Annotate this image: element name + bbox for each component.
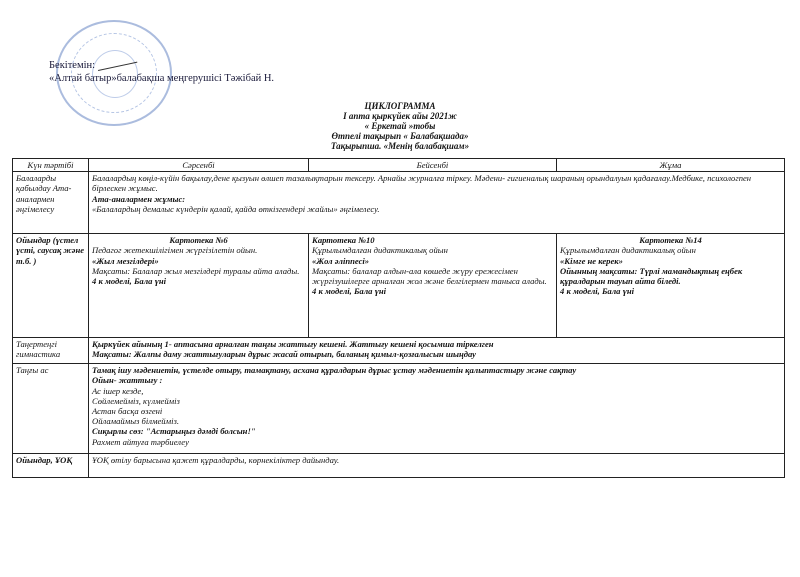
- col-schedule: Күн тәртібі: [13, 159, 89, 172]
- row-label-breakfast: Таңғы ас: [13, 364, 89, 454]
- table-row: [13, 338, 785, 364]
- col-friday: Жұма: [557, 159, 785, 172]
- table-row: [13, 172, 785, 234]
- row-label-exercise: Таңертеңгі гимнастика: [13, 338, 89, 364]
- breakfast-line: Рахмет айтуға тәрбиелеу: [92, 436, 189, 447]
- games-wed-cell: [89, 234, 309, 338]
- games-thu-module: 4 к моделі, Бала үні: [312, 286, 387, 297]
- games-wed-card: Картотека №6: [169, 235, 228, 246]
- breakfast-line: Сиқырлы сөз: "Астарыңыз дәмді болсын!": [92, 426, 256, 437]
- games-fri-name: «Кімге не керек»: [560, 255, 623, 266]
- exercise-text: Қыркүйек айының 1- аптасына арналған таңғы жаттығу кешені. Жаттығу кешені қосымша тіркелген: [92, 339, 494, 350]
- reception-parents-text: «Балалардың демалыс күндерін қалай, қайда өткізгендері жайлы» әңгімелесу.: [92, 203, 380, 214]
- exercise-goal: Мақсаты: Жалпы даму жаттығуларын дұрыс жасай отырып, баланың қимыл-қозғалысын шыңдау: [92, 349, 476, 360]
- games-wed-goal: Мақсаты: Балалар жыл мезгілдері туралы айта алады.: [92, 265, 300, 276]
- table-row: [13, 234, 785, 338]
- games-fri-cell: [557, 234, 785, 338]
- reception-cell: [89, 172, 785, 234]
- games-thu-name: «Жол әліппесі»: [312, 255, 370, 266]
- games-fri-card: Картотека №14: [639, 235, 702, 246]
- table-row: [13, 364, 785, 454]
- col-thursday: Бейсенбі: [309, 159, 557, 172]
- breakfast-line: Сөйлемейміз, күлмейміз: [92, 395, 180, 406]
- games-wed-module: 4 к моделі, Бала үні: [92, 276, 167, 287]
- row-label-games: Ойындар (үстел үсті, саусақ және т.б. ): [13, 234, 89, 338]
- approval-line-2: «Алтай батыр»балабақша меңгерушісі Тәжібай Н.: [49, 73, 275, 84]
- row-label-lesson: Ойындар, ҰОҚ: [13, 454, 89, 478]
- doc-week: I апта қыркүйек айы 2021ж: [343, 111, 457, 121]
- breakfast-line: Ас ішер кезде,: [92, 385, 144, 396]
- col-wednesday: Сәрсенбі: [89, 159, 309, 172]
- games-wed-name: «Жыл мезгілдері»: [92, 255, 159, 266]
- breakfast-line: Астан басқа өзгені: [92, 406, 163, 417]
- doc-title: ЦИКЛОГРАММА: [364, 101, 436, 111]
- lesson-cell: ҰОҚ өтілу барысына қажет құралдарды, көрнекіліктер дайындау.: [89, 454, 785, 478]
- table-header-row: [13, 159, 785, 172]
- reception-text: Балалардың көңіл-күйін бақылау,дене қызуын өлшеп тазалықтарын тексеру. Арнайы журналға тіркеу. Мәдени- гигиеналық шараның орындалуын қадағалау.Медбике, психологпен бірлескен жұмыс.: [92, 173, 752, 194]
- cyclogram-table: [12, 158, 785, 478]
- approval-line-1: Бекітемін:: [49, 60, 96, 71]
- games-fri-goal: Ойынның мақсаты: Түрлі мамандықтың еңбек құралдарын тауып айта біледі.: [560, 265, 743, 287]
- doc-theme: Тақырыпша. «Менің балабақшам»: [330, 141, 470, 151]
- games-fri-module: 4 к моделі, Бала үні: [560, 286, 635, 297]
- games-thu-cell: [309, 234, 557, 338]
- games-wed-type: Педагог жетекшілігімен жүргізілетін ойын.: [92, 245, 258, 256]
- row-label-reception: Балаларды қабылдау Ата-аналармен әңгімелесу: [13, 172, 89, 234]
- breakfast-cell: [89, 364, 785, 454]
- games-thu-goal: Мақсаты: балалар алдын-ала көшеде жүру ережесімен жүргізушілерге арналған жол және белгілермен таныса алады.: [312, 265, 547, 287]
- breakfast-line: Тамақ ішу мәдениетін, үстелде отыру, тамақтану, асхана құралдарын дұрыс ұстау мәдениетін қалыптастыру және сақтау: [92, 365, 577, 376]
- breakfast-line: Ойламаймыз білмейміз.: [92, 416, 179, 427]
- games-fri-type: Құрылымдалған дидактикалық ойын: [560, 245, 696, 256]
- games-thu-type: Құрылымдалған дидактикалық ойын: [312, 245, 448, 256]
- table-row: [13, 454, 785, 478]
- games-thu-card: Картотека №10: [312, 235, 375, 246]
- doc-group: « Еркетай »тобы: [364, 121, 436, 131]
- breakfast-line: Ойын- жаттығу :: [92, 375, 163, 386]
- exercise-cell: [89, 338, 785, 364]
- reception-parents-title: Ата-аналармен жұмыс:: [92, 193, 186, 204]
- doc-theme-through: Өтпелі тақырып « Балабақшада»: [331, 131, 469, 141]
